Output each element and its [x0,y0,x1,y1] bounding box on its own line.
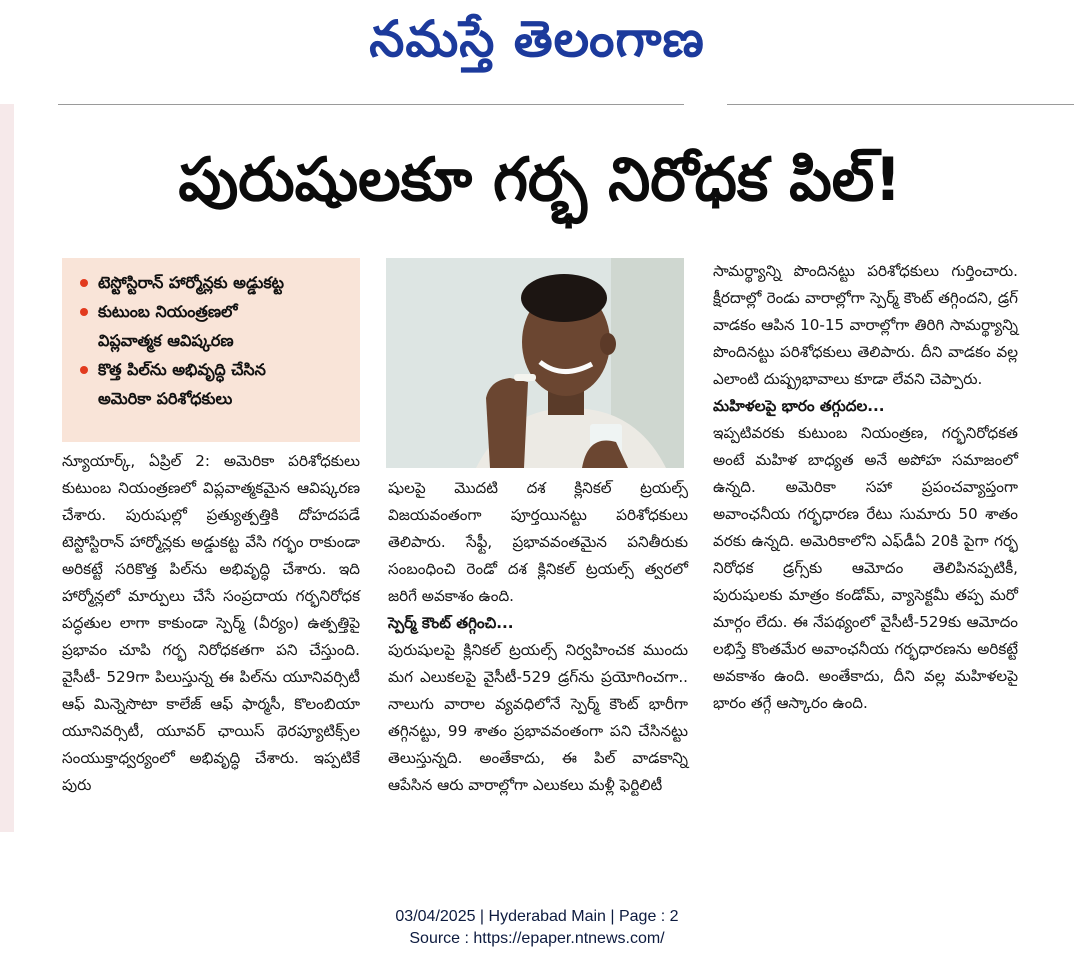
column-2-paragraph-1: షులపై మొదటి దశ క్లినికల్ ట్రయల్స్ విజయవంతంగా పూర్తయినట్టు పరిశోధకులు తెలిపారు. సేఫ్టీ, ప్రభావవంతమైన పనితీరుకు సంబంధించి రెండో దశ క్లినికల్ ట్రయల్స్ త్వరలో జరిగే అవకాశం ఉంది. [388,479,688,605]
column-3-subheading: మహిళలపై భారం తగ్గుదల... [713,397,885,415]
highlight-line: కొత్త పిల్‌ను అభివృద్ధి చేసిన [98,360,266,379]
masthead-title: నమస్తే తెలంగాణ [369,9,705,68]
highlight-line: టెస్టోస్టిరాన్ హార్మోన్లకు అడ్డుకట్ట [98,273,285,292]
top-rule-right [727,104,1074,105]
highlight-item [80,268,350,297]
highlights-box [62,258,360,442]
highlight-item [80,355,350,413]
headline: పురుషులకూ గర్భ నిరోధక పిల్! [178,145,902,215]
column-3-paragraph-2: ఇప్పటివరకు కుటుంబ నియంత్రణ, గర్భనిరోధకత అంటే మహిళ బాధ్యత అనే అపోహ సమాజంలో ఉన్నది. అమెరికా సహా ప్రపంచవ్యాప్తంగా అవాంఛనీయ గర్భధారణ రేటు సుమారు 50 శాతం వరకు ఉన్నది. అమెరికాలోని ఎఫ్‌డీఏ 20కి పైగా గర్భ నిరోధక డ్రగ్స్‌కు ఆమోదం తెలిపినప్పటికీ, పురుషులకు మాత్రం కండోమ్, వ్యాసెక్టమీ తప్ప మరో మార్గం లేదు. ఈ నేపథ్యంలో వైసీటీ-529కు ఆమోదం లభిస్తే కొంతమేర అవాంఛనీయ గర్భధారణను అరికట్టే అవకాశం ఉంది. అంతేకాదు, దీని వల్ల మహిళలపై భారం తగ్గే ఆస్కారం ఉంది. [713,424,1018,712]
highlight-item [80,297,350,355]
column-1-paragraph: న్యూయార్క్, ఏప్రిల్ 2: అమెరికా పరిశోధకులు కుటుంబ నియంత్రణలో విప్లవాత్మకమైన ఆవిష్కరణ చేశారు. పురుషుల్లో ప్రత్యుత్పత్తికి దోహదపడే టెస్టోస్టిరాన్ హార్మోన్లకు అడ్డుకట్ట వేసి గర్భం రాకుండా అరికట్టే సరికొత్త పిల్‌ను అభివృద్ధి చేశారు. ఇది హార్మోన్లలో మార్పులు చేసే సంప్రదాయ గర్భనిరోధక పద్ధతుల లాగా కాకుండా స్పెర్మ్ (వీర్యం) ఉత్పత్తిపై ప్రభావం చూపి గర్భ నిరోధకతగా పని చేస్తుంది. వైసీటీ- 529గా పిలుస్తున్న ఈ పిల్‌ను యూనివర్సిటీ ఆఫ్ మిన్నెసొటా కాలేజ్ ఆఫ్ ఫార్మసీ, కొలంబియా యూనివర్సిటీ, యూవర్ ఛాయిస్ థెరప్యూటిక్స్‌ల సంయుక్తాధ్వర్యంలో అభివృద్ధి చేశారు. ఇప్పటికే పురు [62,452,360,794]
article-column-2 [388,475,688,799]
article-photo [386,258,684,468]
article-column-3 [713,258,1018,717]
man-taking-pill-photo [386,258,684,468]
left-margin-strip [0,104,14,832]
footer-date-line: 03/04/2025 | Hyderabad Main | Page : 2 [395,908,679,925]
top-rule-left [58,104,684,105]
column-2-subheading: స్పెర్మ్ కౌంట్ తగ్గించి... [388,614,514,632]
article-column-1 [62,448,360,799]
highlight-line: విప్లవాత్మక ఆవిష్కరణ [98,331,234,350]
highlight-line: అమెరికా పరిశోధకులు [98,389,233,408]
footer-source-link[interactable]: Source : https://epaper.ntnews.com/ [409,930,665,947]
column-3-paragraph-1: సామర్థ్యాన్ని పొందినట్టు పరిశోధకులు గుర్తించారు. క్షీరదాల్లో రెండు వారాల్లోగా స్పెర్మ్ కౌంట్ తగ్గిందని, డ్రగ్ వాడకం ఆపిన 10-15 వారాల్లోగా తిరిగి సామర్థ్యాన్ని పొందినట్టు పరిశోధకులు తెలిపారు. దీని వాడకం వల్ల ఎలాంటి దుష్ప్రభావాలు కూడా లేవని చెప్పారు. [713,262,1018,388]
column-2-paragraph-2: పురుషులపై క్లినికల్ ట్రయల్స్ నిర్వహించక ముందు మగ ఎలుకలపై వైసీటీ-529 డ్రగ్‌ను ప్రయోగించగా.. నాలుగు వారాల వ్యవధిలోనే స్పెర్మ్ కౌంట్ భారీగా తగ్గినట్టు, 99 శాతం ప్రభావవంతంగా పని చేసినట్టు తెలుస్తున్నది. అంతేకాదు, ఈ పిల్ వాడకాన్ని ఆపేసిన ఆరు వారాల్లోగా ఎలుకలు మళ్లీ ఫెర్టిలిటీ [388,641,688,794]
highlight-line: కుటుంబ నియంత్రణలో [98,302,238,321]
page-footer [0,906,1074,950]
